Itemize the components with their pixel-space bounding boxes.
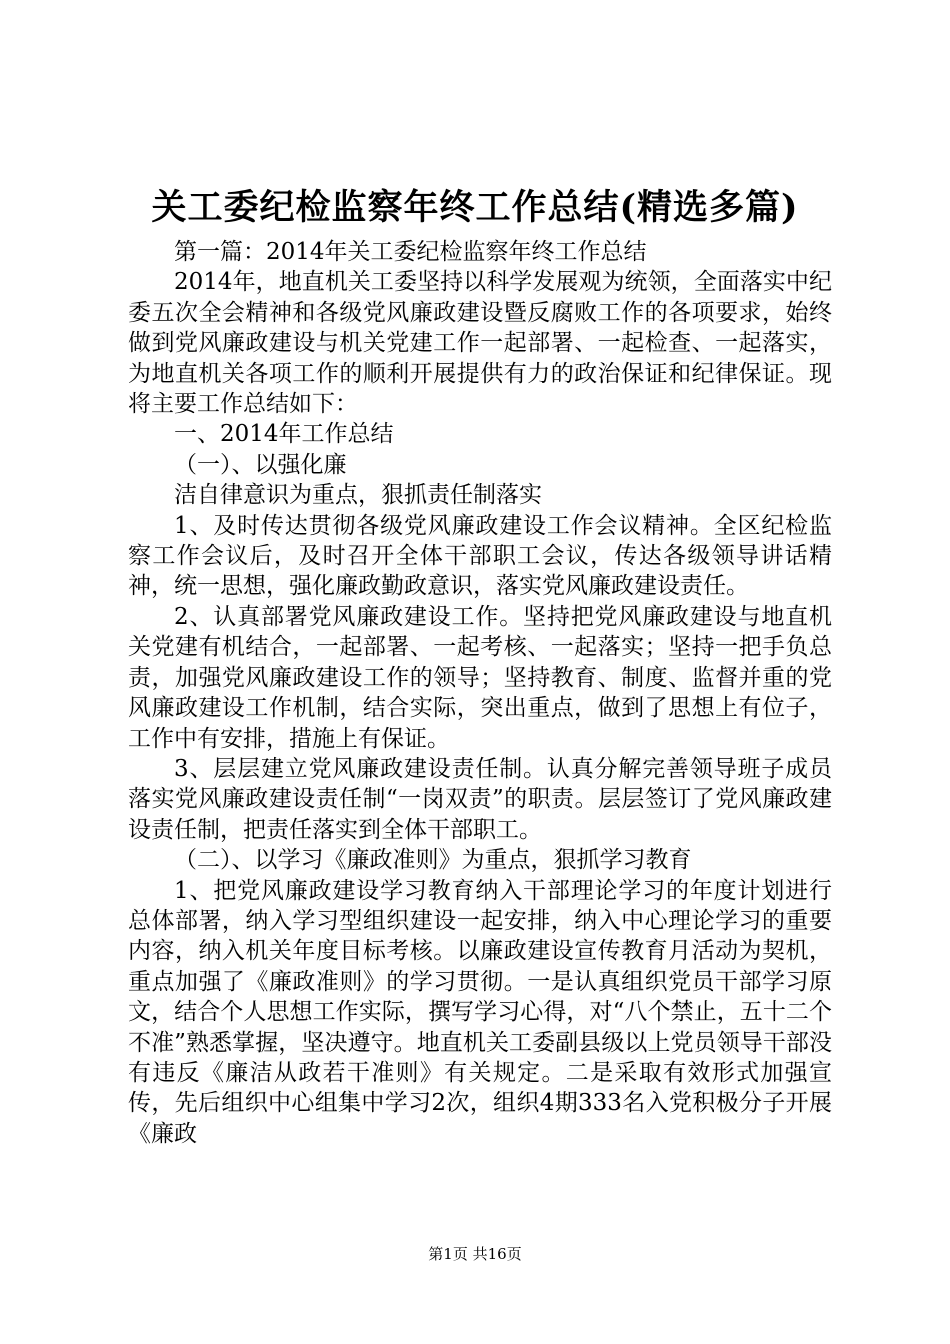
document-title: 关工委纪检监察年终工作总结(精选多篇) <box>151 187 799 228</box>
section-heading: 第一篇：2014年关工委纪检监察年终工作总结 <box>174 239 647 265</box>
section-heading: 一、2014年工作总结 <box>174 421 394 448</box>
subsection-heading: （一）、以强化廉 <box>174 451 347 478</box>
page-footer: 第1页 共16页 <box>428 1245 522 1263</box>
subsection-heading: （二）、以学习《廉政准则》为重点，狠抓学习教育 <box>174 847 692 874</box>
paragraph: 2014年，地直机关工委坚持以科学发展观为统领，全面落实中纪委五次全会精神和各级党风廉政建设暨反腐败工作的各项要求，始终做到党风廉政建设与机关党建工作一起部署、一起检查、一起落实，为地直机关各项工作的顺利开展提供有力的政治保证和纪律保证。现将主要工作总结如下： <box>128 269 832 418</box>
document-body <box>128 237 832 1149</box>
paragraph: 1、及时传达贯彻各级党风廉政建设工作会议精神。全区纪检监察工作会议后，及时召开全体干部职工会议，传达各级领导讲话精神，统一思想，强化廉政勤政意识，落实党风廉政建设责任。 <box>128 512 832 600</box>
paragraph: 2、认真部署党风廉政建设工作。坚持把党风廉政建设与地直机关党建有机结合，一起部署、一起考核、一起落实；坚持一把手负总责，加强党风廉政建设工作的领导；坚持教育、制度、监督并重的党风廉政建设工作机制，结合实际，突出重点，做到了思想上有位子，工作中有安排，措施上有保证。 <box>128 603 832 752</box>
subsection-heading-continued: 洁自律意识为重点，狠抓责任制落实 <box>174 482 542 509</box>
paragraph: 3、层层建立党风廉政建设责任制。认真分解完善领导班子成员落实党风廉政建设责任制“一岗双责”的职责。层层签订了党风廉政建设责任制，把责任落实到全体干部职工。 <box>128 755 832 843</box>
paragraph: 1、把党风廉政建设学习教育纳入干部理论学习的年度计划进行总体部署，纳入学习型组织建设一起安排，纳入中心理论学习的重要内容，纳入机关年度目标考核。以廉政建设宣传教育月活动为契机，重点加强了《廉政准则》的学习贯彻。一是认真组织党员干部学习原文，结合个人思想工作实际，撰写学习心得，对“八个禁止，五十二个不准”熟悉掌握，坚决遵守。地直机关工委副县级以上党员领导干部没有违反《廉洁从政若干准则》有关规定。二是采取有效形式加强宣传，先后组织中心组集中学习2次，组织4期333名入党积极分子开展《廉政 <box>128 877 832 1147</box>
